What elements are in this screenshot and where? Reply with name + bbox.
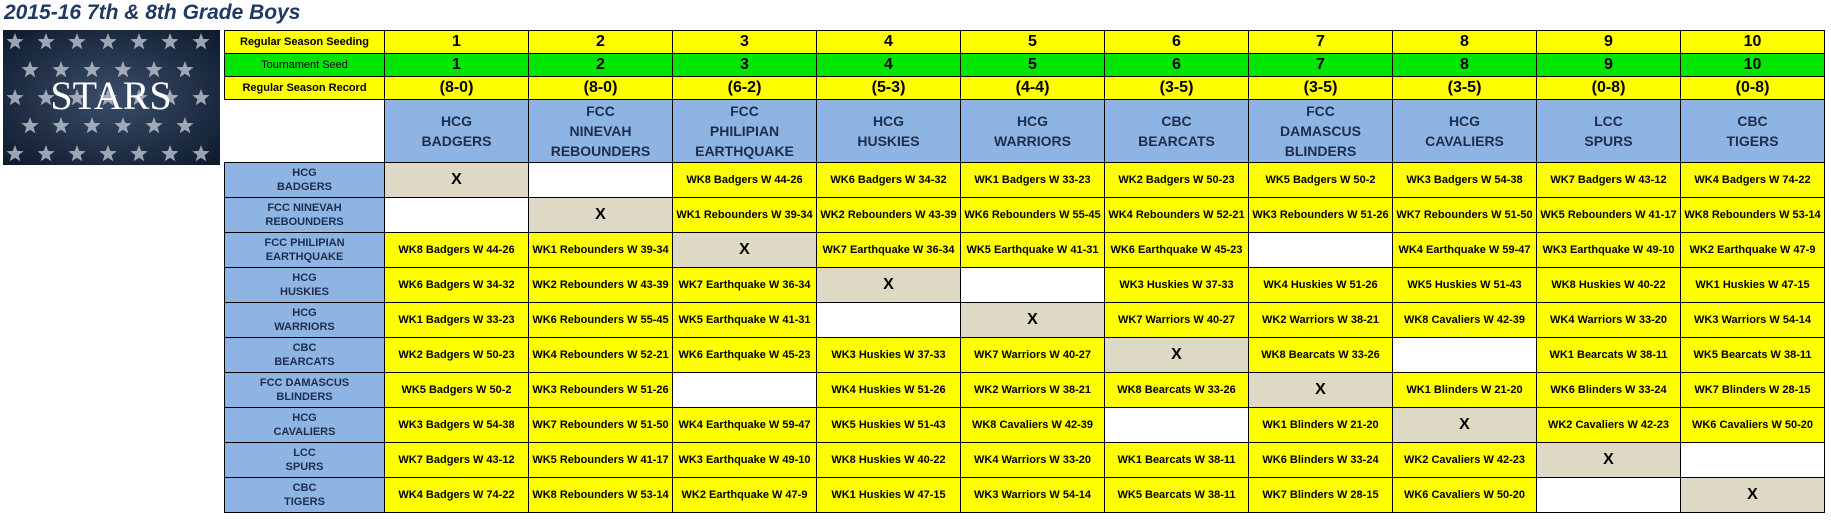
result-cell: WK8 Huskies W 40-22 — [1537, 268, 1681, 303]
team-row — [225, 408, 1825, 443]
team-header-line: LCC — [1594, 113, 1623, 129]
stars-logo — [3, 30, 220, 165]
result-cell: WK4 Badgers W 74-22 — [1681, 163, 1825, 198]
result-cell: WK6 Earthquake W 45-23 — [1105, 233, 1249, 268]
team-column-header — [817, 100, 961, 163]
result-cell: WK3 Huskies W 37-33 — [817, 338, 961, 373]
tournament-seed-row-value: 6 — [1105, 54, 1249, 77]
regular-season-seeding-row-value: 5 — [961, 31, 1105, 54]
result-cell: WK7 Blinders W 28-15 — [1681, 373, 1825, 408]
team-header-line: WARRIORS — [994, 133, 1071, 149]
result-cell: WK5 Badgers W 50-2 — [1249, 163, 1393, 198]
team-header-line: FCC — [586, 103, 615, 119]
tournament-seed-row-value: 7 — [1249, 54, 1393, 77]
team-column-header — [961, 100, 1105, 163]
regular-season-record-row-value: (0-8) — [1681, 77, 1825, 100]
team-header-line: FCC — [730, 103, 759, 119]
regular-season-seeding-row-value: 2 — [529, 31, 673, 54]
team-row-label — [225, 373, 385, 408]
result-cell: WK1 Badgers W 33-23 — [961, 163, 1105, 198]
team-header-line: BADGERS — [421, 133, 492, 149]
regular-season-seeding-row-value: 4 — [817, 31, 961, 54]
team-row-label-line: EARTHQUAKE — [265, 251, 344, 263]
team-header-line: HCG — [1016, 113, 1049, 129]
team-row-label-line: SPURS — [285, 461, 324, 473]
result-cell: WK8 Bearcats W 33-26 — [1249, 338, 1393, 373]
result-cell: WK1 Blinders W 21-20 — [1249, 408, 1393, 443]
result-cell: WK4 Rebounders W 52-21 — [1105, 198, 1249, 233]
result-cell: WK5 Bearcats W 38-11 — [1681, 338, 1825, 373]
result-cell: WK1 Bearcats W 38-11 — [1537, 338, 1681, 373]
result-cell: WK4 Huskies W 51-26 — [1249, 268, 1393, 303]
result-cell: WK8 Rebounders W 53-14 — [1681, 198, 1825, 233]
result-cell: WK1 Rebounders W 39-34 — [529, 233, 673, 268]
team-row-label — [225, 233, 385, 268]
result-cell: WK2 Rebounders W 43-39 — [529, 268, 673, 303]
result-cell: WK4 Huskies W 51-26 — [817, 373, 961, 408]
self-match-cell: X — [673, 233, 817, 268]
tournament-seed-row-value: 5 — [961, 54, 1105, 77]
result-cell: WK1 Bearcats W 38-11 — [1105, 443, 1249, 478]
regular-season-record-row-value: (5-3) — [817, 77, 961, 100]
tournament-seed-row-value: 10 — [1681, 54, 1825, 77]
regular-season-record-row-value: (3-5) — [1105, 77, 1249, 100]
tournament-seed-row-value: 1 — [385, 54, 529, 77]
empty-result-cell — [961, 268, 1105, 303]
empty-result-cell — [529, 163, 673, 198]
team-row-label-line: HCG — [292, 412, 317, 424]
team-row — [225, 268, 1825, 303]
empty-result-cell — [1681, 443, 1825, 478]
result-cell: WK4 Warriors W 33-20 — [961, 443, 1105, 478]
team-row-label — [225, 303, 385, 338]
tournament-seed-row — [225, 54, 1825, 77]
regular-season-record-row-label: Regular Season Record — [225, 77, 385, 100]
result-cell: WK1 Huskies W 47-15 — [817, 478, 961, 513]
team-header-line: EARTHQUAKE — [695, 143, 794, 159]
result-cell: WK2 Cavaliers W 42-23 — [1537, 408, 1681, 443]
regular-season-record-row-value: (8-0) — [529, 77, 673, 100]
empty-result-cell — [1537, 478, 1681, 513]
result-cell: WK4 Rebounders W 52-21 — [529, 338, 673, 373]
regular-season-seeding-row-value: 3 — [673, 31, 817, 54]
result-cell: WK2 Warriors W 38-21 — [1249, 303, 1393, 338]
team-row-label-line: CBC — [292, 482, 317, 494]
team-row-label-line: TIGERS — [284, 496, 325, 508]
regular-season-seeding-row-value: 10 — [1681, 31, 1825, 54]
team-row-label-line: BADGERS — [276, 181, 332, 193]
result-cell: WK5 Rebounders W 41-17 — [1537, 198, 1681, 233]
regular-season-record-row-value: (3-5) — [1249, 77, 1393, 100]
regular-season-seeding-row-label: Regular Season Seeding — [225, 31, 385, 54]
result-cell: WK5 Rebounders W 41-17 — [529, 443, 673, 478]
tournament-seed-row-value: 4 — [817, 54, 961, 77]
team-row — [225, 198, 1825, 233]
team-header-line: BLINDERS — [1284, 143, 1357, 159]
team-header-line: NINEVAH — [569, 123, 632, 139]
team-row-label-line: WARRIORS — [274, 321, 335, 333]
team-row-label-line: HCG — [292, 307, 317, 319]
team-column-header — [1393, 100, 1537, 163]
self-match-cell: X — [1537, 443, 1681, 478]
self-match-cell: X — [385, 163, 529, 198]
result-cell: WK7 Badgers W 43-12 — [385, 443, 529, 478]
logo-text: STARS — [50, 73, 172, 118]
result-cell: WK6 Rebounders W 55-45 — [529, 303, 673, 338]
self-match-cell: X — [1249, 373, 1393, 408]
result-cell: WK3 Warriors W 54-14 — [961, 478, 1105, 513]
regular-season-seeding-row-value: 6 — [1105, 31, 1249, 54]
team-row — [225, 478, 1825, 513]
team-header-line: FCC — [1306, 103, 1335, 119]
team-header-line: PHILIPIAN — [709, 123, 780, 139]
team-row-label — [225, 478, 385, 513]
regular-season-record-row-value: (0-8) — [1537, 77, 1681, 100]
team-row-label-line: FCC DAMASCUS — [259, 377, 350, 389]
empty-result-cell — [385, 198, 529, 233]
team-row — [225, 443, 1825, 478]
team-row-label — [225, 198, 385, 233]
empty-result-cell — [1105, 408, 1249, 443]
self-match-cell: X — [1105, 338, 1249, 373]
team-header-line: DAMASCUS — [1280, 123, 1361, 139]
result-cell: WK7 Earthquake W 36-34 — [673, 268, 817, 303]
result-cell: WK3 Huskies W 37-33 — [1105, 268, 1249, 303]
result-cell: WK7 Warriors W 40-27 — [1105, 303, 1249, 338]
regular-season-record-row-value: (3-5) — [1393, 77, 1537, 100]
regular-season-seeding-row-value: 9 — [1537, 31, 1681, 54]
result-cell: WK3 Warriors W 54-14 — [1681, 303, 1825, 338]
team-column-header — [673, 100, 817, 163]
tournament-seed-row-value: 2 — [529, 54, 673, 77]
result-cell: WK1 Huskies W 47-15 — [1681, 268, 1825, 303]
result-cell: WK2 Badgers W 50-23 — [385, 338, 529, 373]
result-cell: WK7 Badgers W 43-12 — [1537, 163, 1681, 198]
team-header-line: BEARCATS — [1138, 133, 1215, 149]
team-row-label-line: HCG — [292, 272, 317, 284]
team-row-label-line: HUSKIES — [280, 286, 329, 298]
team-row-label-line: BLINDERS — [276, 391, 333, 403]
team-row-label — [225, 408, 385, 443]
team-row — [225, 303, 1825, 338]
regular-season-seeding-row-value: 1 — [385, 31, 529, 54]
team-row-label — [225, 163, 385, 198]
self-match-cell: X — [1393, 408, 1537, 443]
result-cell: WK5 Badgers W 50-2 — [385, 373, 529, 408]
team-row-label-line: BEARCATS — [274, 356, 335, 368]
team-header-line: CBC — [1161, 113, 1192, 129]
team-header-line: HUSKIES — [857, 133, 920, 149]
team-header-line: TIGERS — [1726, 133, 1779, 149]
result-cell: WK7 Blinders W 28-15 — [1249, 478, 1393, 513]
result-cell: WK8 Bearcats W 33-26 — [1105, 373, 1249, 408]
result-cell: WK7 Rebounders W 51-50 — [529, 408, 673, 443]
team-header-line: SPURS — [1584, 133, 1633, 149]
result-cell: WK3 Earthquake W 49-10 — [1537, 233, 1681, 268]
team-column-header — [529, 100, 673, 163]
result-cell: WK3 Badgers W 54-38 — [1393, 163, 1537, 198]
regular-season-seeding-row — [225, 31, 1825, 54]
regular-season-record-row-value: (4-4) — [961, 77, 1105, 100]
result-cell: WK2 Rebounders W 43-39 — [817, 198, 961, 233]
team-row-label — [225, 268, 385, 303]
team-row-label-line: HCG — [292, 167, 317, 179]
result-cell: WK7 Earthquake W 36-34 — [817, 233, 961, 268]
team-header-line: HCG — [872, 113, 905, 129]
team-header-line: CBC — [1737, 113, 1768, 129]
result-cell: WK4 Earthquake W 59-47 — [1393, 233, 1537, 268]
result-cell: WK3 Rebounders W 51-26 — [1249, 198, 1393, 233]
empty-result-cell — [1249, 233, 1393, 268]
tournament-seed-row-label: Tournament Seed — [225, 54, 385, 77]
result-cell: WK3 Earthquake W 49-10 — [673, 443, 817, 478]
team-row-label-line: FCC PHILIPIAN — [264, 237, 345, 249]
team-column-header — [385, 100, 529, 163]
result-cell: WK6 Cavaliers W 50-20 — [1681, 408, 1825, 443]
result-cell: WK1 Rebounders W 39-34 — [673, 198, 817, 233]
regular-season-record-row-value: (8-0) — [385, 77, 529, 100]
empty-result-cell — [817, 303, 961, 338]
standings-grid — [224, 30, 1825, 513]
team-row — [225, 163, 1825, 198]
team-header-line: HCG — [1448, 113, 1481, 129]
result-cell: WK6 Cavaliers W 50-20 — [1393, 478, 1537, 513]
result-cell: WK7 Warriors W 40-27 — [961, 338, 1105, 373]
result-cell: WK2 Earthquake W 47-9 — [1681, 233, 1825, 268]
regular-season-record-row-value: (6-2) — [673, 77, 817, 100]
result-cell: WK4 Badgers W 74-22 — [385, 478, 529, 513]
team-row-label — [225, 443, 385, 478]
self-match-cell: X — [529, 198, 673, 233]
team-column-header — [1105, 100, 1249, 163]
self-match-cell: X — [961, 303, 1105, 338]
empty-result-cell — [673, 373, 817, 408]
result-cell: WK8 Badgers W 44-26 — [385, 233, 529, 268]
team-row-label-line: CAVALIERS — [273, 426, 336, 438]
result-cell: WK2 Earthquake W 47-9 — [673, 478, 817, 513]
team-row — [225, 233, 1825, 268]
regular-season-seeding-row-value: 7 — [1249, 31, 1393, 54]
team-row-label-line: CBC — [292, 342, 317, 354]
result-cell: WK5 Huskies W 51-43 — [817, 408, 961, 443]
result-cell: WK6 Blinders W 33-24 — [1537, 373, 1681, 408]
tournament-seed-row-value: 8 — [1393, 54, 1537, 77]
result-cell: WK1 Blinders W 21-20 — [1393, 373, 1537, 408]
result-cell: WK6 Badgers W 34-32 — [817, 163, 961, 198]
team-column-header — [1537, 100, 1681, 163]
result-cell: WK1 Badgers W 33-23 — [385, 303, 529, 338]
result-cell: WK8 Cavaliers W 42-39 — [961, 408, 1105, 443]
page-title: 2015-16 7th & 8th Grade Boys — [4, 1, 301, 24]
tournament-seed-row-value: 3 — [673, 54, 817, 77]
regular-season-record-row — [225, 77, 1825, 100]
result-cell: WK3 Rebounders W 51-26 — [529, 373, 673, 408]
empty-result-cell — [1393, 338, 1537, 373]
result-cell: WK8 Badgers W 44-26 — [673, 163, 817, 198]
team-row — [225, 338, 1825, 373]
result-cell: WK2 Cavaliers W 42-23 — [1393, 443, 1537, 478]
result-cell: WK6 Badgers W 34-32 — [385, 268, 529, 303]
result-cell: WK6 Earthquake W 45-23 — [673, 338, 817, 373]
team-header-line: HCG — [440, 113, 473, 129]
self-match-cell: X — [1681, 478, 1825, 513]
regular-season-seeding-row-value: 8 — [1393, 31, 1537, 54]
result-cell: WK5 Earthquake W 41-31 — [673, 303, 817, 338]
result-cell: WK6 Blinders W 33-24 — [1249, 443, 1393, 478]
self-match-cell: X — [817, 268, 961, 303]
team-row-label-line: LCC — [293, 447, 316, 459]
result-cell: WK5 Earthquake W 41-31 — [961, 233, 1105, 268]
stars-logo-image — [3, 30, 220, 165]
result-cell: WK2 Badgers W 50-23 — [1105, 163, 1249, 198]
team-row-label-line: FCC NINEVAH — [267, 202, 342, 214]
result-cell: WK3 Badgers W 54-38 — [385, 408, 529, 443]
result-cell: WK8 Rebounders W 53-14 — [529, 478, 673, 513]
result-cell: WK5 Huskies W 51-43 — [1393, 268, 1537, 303]
result-cell: WK7 Rebounders W 51-50 — [1393, 198, 1537, 233]
team-header-line: CAVALIERS — [1425, 133, 1504, 149]
corner-blank-cell — [225, 100, 385, 163]
result-cell: WK4 Earthquake W 59-47 — [673, 408, 817, 443]
result-cell: WK8 Cavaliers W 42-39 — [1393, 303, 1537, 338]
team-column-header — [1681, 100, 1825, 163]
result-cell: WK5 Bearcats W 38-11 — [1105, 478, 1249, 513]
result-cell: WK8 Huskies W 40-22 — [817, 443, 961, 478]
result-cell: WK6 Rebounders W 55-45 — [961, 198, 1105, 233]
team-header-line: REBOUNDERS — [550, 143, 651, 159]
result-cell: WK4 Warriors W 33-20 — [1537, 303, 1681, 338]
team-row-label-line: REBOUNDERS — [265, 216, 344, 228]
tournament-seed-row-value: 9 — [1537, 54, 1681, 77]
team-column-header — [1249, 100, 1393, 163]
team-row-label — [225, 338, 385, 373]
team-row — [225, 373, 1825, 408]
team-header-row — [225, 100, 1825, 163]
result-cell: WK2 Warriors W 38-21 — [961, 373, 1105, 408]
